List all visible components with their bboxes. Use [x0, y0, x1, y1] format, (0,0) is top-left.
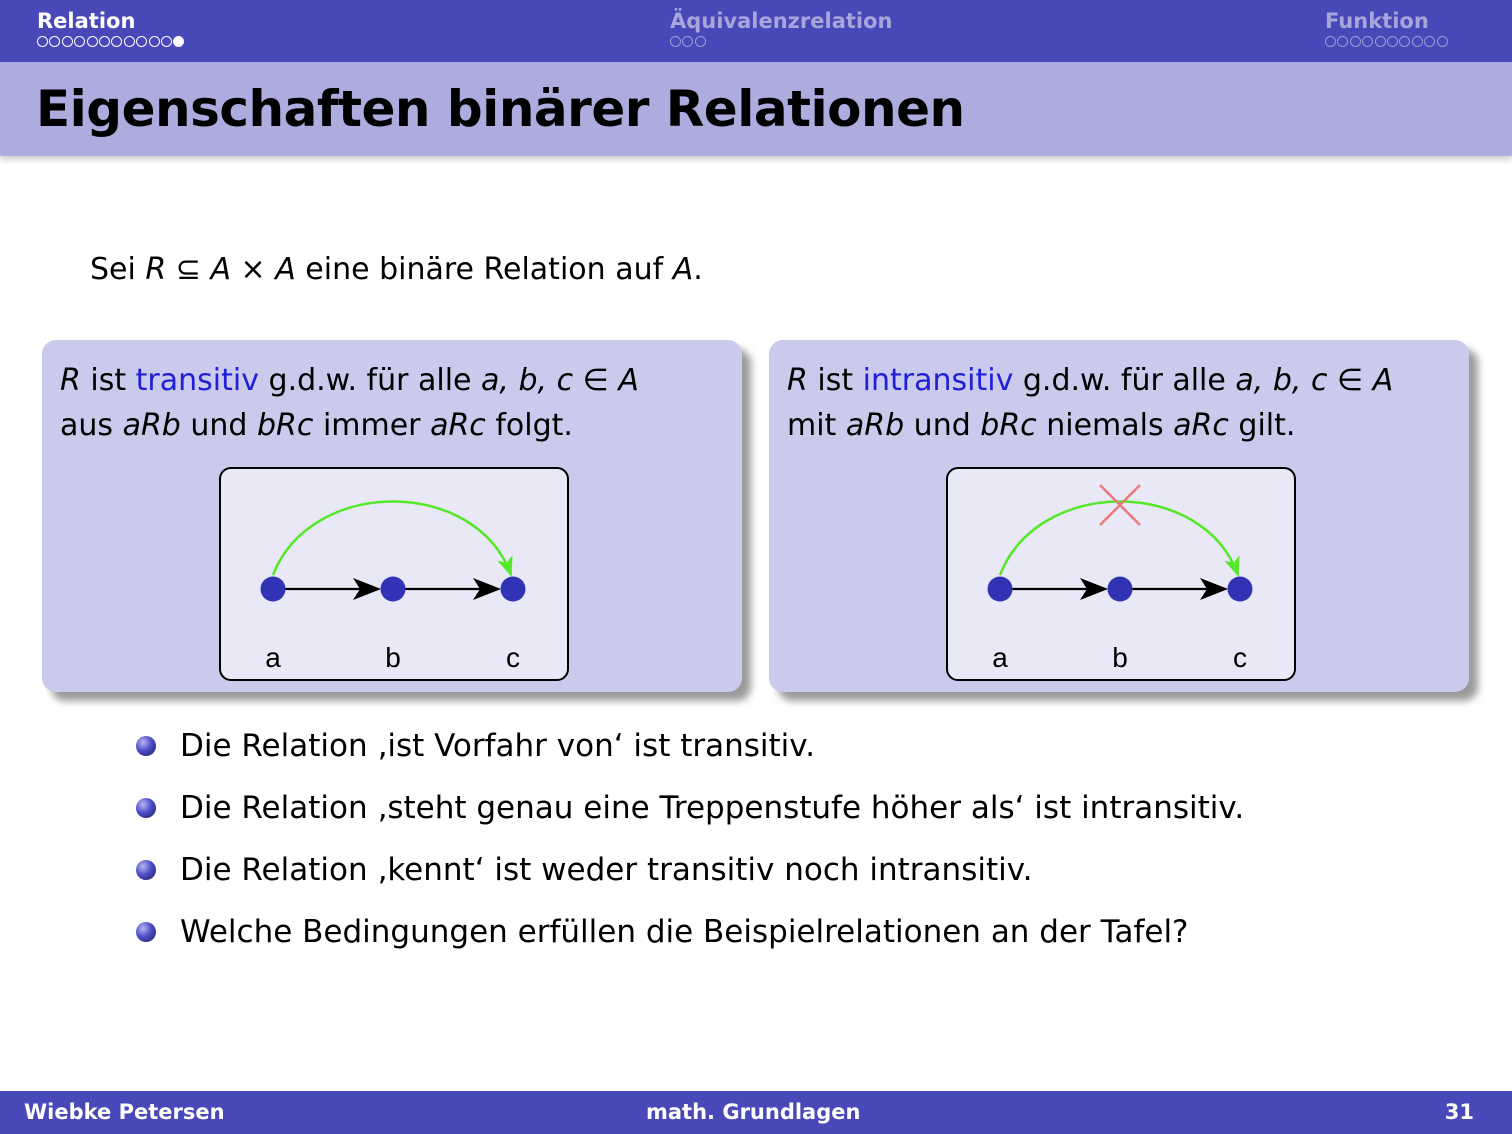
text: und [904, 408, 981, 443]
frame-dot-icon[interactable] [1424, 36, 1435, 47]
list-item [136, 784, 1244, 846]
text: ist [80, 363, 136, 398]
text: g.d.w. für alle [258, 363, 482, 398]
nav-section-funktion[interactable] [1325, 8, 1449, 50]
math-symbol: aRb [122, 408, 181, 443]
math-symbol: A [210, 252, 231, 287]
footer-author: Wiebke Petersen [24, 1100, 225, 1124]
math-symbol: bRc [980, 408, 1037, 443]
node-label-a: a [992, 642, 1008, 673]
slide-title: Eigenschaften binärer Relationen [36, 80, 965, 138]
math-symbol: R [60, 363, 81, 398]
bullet-ball-icon [136, 736, 156, 756]
math-symbol: R [787, 363, 808, 398]
list-item-text: Welche Bedingungen erfüllen die Beispielrelationen an der Tafel? [180, 914, 1189, 950]
list-item-text: Die Relation ‚ist Vorfahr von‘ ist transitiv. [180, 728, 816, 764]
element-of-symbol: ∈ [1327, 363, 1373, 398]
node-a [261, 577, 286, 602]
frame-dot-icon[interactable] [111, 36, 122, 47]
intro-text: eine binäre Relation auf [295, 252, 673, 287]
text: aus [60, 408, 123, 443]
node-c [1228, 577, 1253, 602]
node-label-a: a [265, 642, 281, 673]
definition-box-transitive [42, 340, 742, 692]
frame-dot-icon[interactable] [37, 36, 48, 47]
nav-section-aequivalenzrelation[interactable] [670, 8, 893, 50]
frame-dot-icon[interactable] [74, 36, 85, 47]
cross-icon [1100, 485, 1140, 525]
definition-line-1 [60, 358, 639, 403]
nav-progress-dots[interactable] [37, 36, 186, 50]
frame-dot-icon[interactable] [1387, 36, 1398, 47]
footer-bar [0, 1091, 1512, 1134]
text: niemals [1036, 408, 1174, 443]
frame-dot-icon[interactable] [682, 36, 693, 47]
frame-dot-icon[interactable] [87, 36, 98, 47]
text: mit [787, 408, 846, 443]
node-a [988, 577, 1013, 602]
node-b [381, 577, 406, 602]
definition-box-intransitive [769, 340, 1469, 692]
text: g.d.w. für alle [1013, 363, 1236, 398]
intro-text: Sei [90, 252, 146, 287]
node-label-c: c [1233, 642, 1247, 673]
node-label-c: c [506, 642, 520, 673]
node-b [1108, 577, 1133, 602]
nav-section-label[interactable]: Relation [37, 9, 136, 33]
list-item [136, 722, 1244, 784]
math-symbol: A [672, 252, 694, 287]
frame-dot-icon[interactable] [1412, 36, 1423, 47]
math-symbol: aRc [1173, 408, 1229, 443]
math-symbol: R [145, 252, 167, 287]
diagram-svg [221, 469, 567, 679]
bullet-ball-icon [136, 798, 156, 818]
frame-dot-icon[interactable] [62, 36, 73, 47]
arc-a-to-c [273, 502, 511, 576]
footer-title: math. Grundlagen [646, 1100, 861, 1124]
frame-dot-icon[interactable] [1375, 36, 1386, 47]
math-symbol: a, b, c [481, 363, 574, 398]
nav-progress-dots[interactable] [670, 36, 893, 50]
list-item-text: Die Relation ‚steht genau eine Treppenstufe höher als‘ ist intransitiv. [180, 790, 1245, 826]
frame-dot-icon[interactable] [49, 36, 60, 47]
example-bullet-list [136, 722, 1244, 970]
subset-symbol: ⊆ [166, 252, 211, 287]
text: immer [313, 408, 431, 443]
frame-dot-icon[interactable] [149, 36, 160, 47]
text: ist [807, 363, 863, 398]
diagram-svg [948, 469, 1294, 679]
math-symbol: bRc [257, 408, 314, 443]
list-item [136, 908, 1244, 970]
text: und [180, 408, 258, 443]
intro-sentence [90, 252, 703, 287]
frame-dot-icon[interactable] [1362, 36, 1373, 47]
intro-text: . [693, 252, 703, 287]
frame-dot-icon[interactable] [1437, 36, 1448, 47]
intransitivity-diagram [946, 467, 1296, 681]
frame-dot-icon[interactable] [136, 36, 147, 47]
text: gilt. [1228, 408, 1296, 443]
section-navigation-bar [0, 0, 1512, 62]
math-symbol: aRb [845, 408, 905, 443]
list-item [136, 846, 1244, 908]
frame-dot-icon[interactable] [1325, 36, 1336, 47]
term-highlight: intransitiv [862, 363, 1014, 398]
bullet-ball-icon [136, 922, 156, 942]
element-of-symbol: ∈ [573, 363, 619, 398]
title-band [0, 62, 1512, 156]
frame-dot-icon[interactable] [1350, 36, 1361, 47]
node-label-b: b [385, 642, 401, 673]
frame-dot-icon[interactable] [161, 36, 172, 47]
nav-section-label[interactable]: Funktion [1325, 9, 1429, 33]
definition-text [60, 358, 639, 448]
times-symbol: × [230, 252, 276, 287]
math-symbol: A [1372, 363, 1394, 398]
frame-dot-icon[interactable] [1399, 36, 1410, 47]
definition-line-2 [60, 403, 639, 448]
frame-dot-icon[interactable] [1337, 36, 1348, 47]
arc-a-to-c [1000, 502, 1238, 576]
nav-section-label[interactable]: Äquivalenzrelation [670, 9, 893, 33]
page-number: 31 [1444, 1100, 1474, 1124]
frame-dot-icon[interactable] [124, 36, 135, 47]
node-c [501, 577, 526, 602]
math-symbol: a, b, c [1235, 363, 1328, 398]
definition-text [787, 358, 1393, 448]
node-label-b: b [1112, 642, 1128, 673]
transitivity-diagram [219, 467, 569, 681]
math-symbol: A [275, 252, 296, 287]
frame-dot-icon[interactable] [173, 36, 184, 47]
definition-line-2 [787, 403, 1393, 448]
list-item-text: Die Relation ‚kennt‘ ist weder transitiv noch intransitiv. [180, 852, 1033, 888]
term-highlight: transitiv [135, 363, 259, 398]
frame-dot-icon[interactable] [99, 36, 110, 47]
bullet-ball-icon [136, 860, 156, 880]
definition-line-1 [787, 358, 1393, 403]
text: folgt. [485, 408, 573, 443]
math-symbol: A [618, 363, 639, 398]
nav-section-relation[interactable] [37, 8, 186, 50]
nav-progress-dots[interactable] [1325, 36, 1449, 50]
frame-dot-icon[interactable] [695, 36, 706, 47]
frame-dot-icon[interactable] [670, 36, 681, 47]
math-symbol: aRc [430, 408, 486, 443]
